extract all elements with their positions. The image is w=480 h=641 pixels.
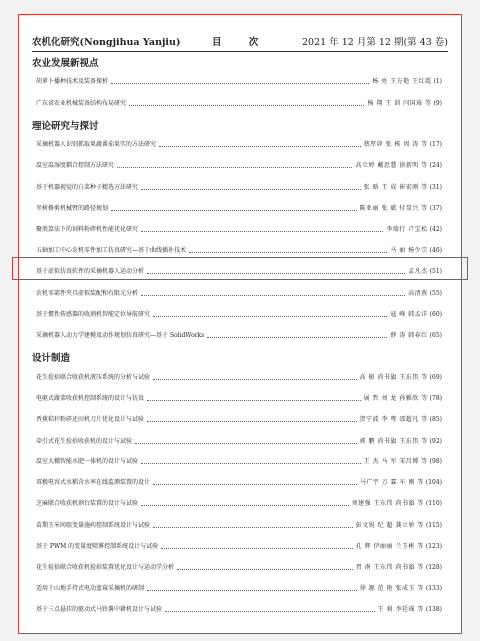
entry-title: 苗期玉米间歇变量施药控制系统设计与试验 <box>36 522 151 529</box>
entry-page: (110) <box>425 500 442 507</box>
entry-authors: 杨 翔 王 训 闫国琦 等 <box>367 100 432 107</box>
toc-entry[interactable] <box>36 245 442 256</box>
entry-page: (17) <box>429 141 442 148</box>
toc-header <box>32 34 448 50</box>
entry-authors: 胥 南 王东伟 尚书旗 等 <box>355 564 424 571</box>
toc-entry[interactable] <box>36 498 442 509</box>
leader-dots <box>111 77 369 84</box>
entry-page: (69) <box>429 374 442 381</box>
header-rule <box>32 51 448 52</box>
entry-authors: 徐 源 范 艳 张成玉 等 <box>359 585 424 592</box>
section-heading: 农业发展新视点 <box>32 58 99 69</box>
entry-page: (55) <box>429 290 442 297</box>
toc-entry[interactable] <box>36 393 442 404</box>
toc-title: 目 次 <box>212 37 271 48</box>
entry-page: (1) <box>433 78 442 85</box>
leader-dots <box>135 437 357 444</box>
entry-authors: 展 哲 刘 龙 孙雅欣 等 <box>363 395 428 402</box>
entry-page: (24) <box>429 162 442 169</box>
toc-entry[interactable] <box>36 309 442 320</box>
journal-name: 农机化研究(Nongjihua Yanjiu) <box>32 37 181 48</box>
toc-entry[interactable] <box>36 456 442 467</box>
entry-title: 双极电容式水稻含水率在线监测装置的设计 <box>36 479 151 486</box>
highlight-box <box>12 257 468 280</box>
entry-title: 基于三点悬挂的驱动式马铃薯中耕机设计与试验 <box>36 606 163 613</box>
leader-dots <box>207 331 387 338</box>
entry-title: 温室温湿度耦合控制方法研究 <box>36 162 115 169</box>
entry-page: (104) <box>425 479 442 486</box>
leader-dots <box>147 584 357 591</box>
entry-title: 花生捡拾联合收获机捡拾装置优化设计与运动学分析 <box>36 564 175 571</box>
entry-page: (128) <box>425 564 442 571</box>
section-heading: 理论研究与探讨 <box>32 121 99 132</box>
entry-page: (60) <box>429 311 442 318</box>
entry-authors: 王 杰 马 军 宋昌博 等 <box>363 458 428 465</box>
toc-entry[interactable] <box>36 583 442 594</box>
entry-page: (123) <box>425 543 442 550</box>
toc-entry[interactable] <box>36 372 442 383</box>
entry-title: 五轴加工中心农机零件加工仿真研究—基于曲线插补技术 <box>36 247 187 254</box>
entry-authors: 马 丽 杨少宗 <box>390 247 428 254</box>
toc-entry[interactable] <box>36 224 442 235</box>
entry-title: 牵引式花生捡拾收获机的设计与试验 <box>36 438 133 445</box>
entry-title: 电驱式蔬菜收获机控制系统的设计与仿真 <box>36 395 145 402</box>
entry-authors: 张 晗 王 成 崔宏刚 等 <box>363 184 428 191</box>
entry-title: 芝麻联合收获机割台装置的设计与试验 <box>36 500 139 507</box>
leader-dots <box>153 310 387 317</box>
entry-authors: 杨 亮 王方艳 王红霞 <box>372 78 432 85</box>
leader-dots <box>141 183 361 190</box>
toc-entry[interactable] <box>36 604 442 615</box>
leader-dots <box>161 542 353 549</box>
leader-dots <box>117 161 352 168</box>
leader-dots <box>165 605 375 612</box>
entry-page: (42) <box>429 226 442 233</box>
entry-title: 农机零部件夹具虚拟装配和有限元分析 <box>36 290 139 297</box>
entry-authors: 王 莉 李廷瑶 等 <box>377 606 424 613</box>
leader-dots <box>141 289 405 296</box>
entry-title: 基于虚拟仿真软件的采摘机器人运动分析 <box>36 268 145 275</box>
entry-authors: 马广宇 万 霖 车 刚 等 <box>359 479 424 486</box>
entry-authors: 孔 辉 伊丽丽 兰玉彬 等 <box>355 543 424 550</box>
entry-page: (92) <box>429 438 442 445</box>
entry-page: (31) <box>429 184 442 191</box>
entry-title: 采摘机器人动力学建模及动作规划仿真研究—基于 SolidWorks <box>36 332 205 339</box>
leader-dots <box>141 457 361 464</box>
entry-title: 基于惯性传感器的收割机智能定位导航研究 <box>36 311 151 318</box>
entry-page: (98) <box>429 458 442 465</box>
entry-authors: 蔡厚卯 张 栋 周 涛 等 <box>363 141 428 148</box>
entry-title: 聚类算法下的饲料粉碎机性能优化研究 <box>36 226 139 233</box>
entry-title: 胡萝卜播种技术及装备探析 <box>36 78 109 85</box>
entry-page: (133) <box>425 585 442 592</box>
entry-authors: 高立婷 戴思慧 徐新明 等 <box>355 162 428 169</box>
leader-dots <box>153 373 357 380</box>
leader-dots <box>177 563 353 570</box>
leader-dots <box>153 478 357 485</box>
entry-page: (65) <box>429 332 442 339</box>
entry-title: 适用于山地手持式电动蓝莓采摘机的研制 <box>36 585 145 592</box>
toc-entry[interactable] <box>36 98 442 109</box>
section-heading: 设计制造 <box>32 353 71 364</box>
entry-title: 香蕉秸秆粉碎还田机刀片优化设计与试验 <box>36 416 145 423</box>
entry-title: 花生捡拾联合收获机液压系统的分析与试验 <box>36 374 151 381</box>
leader-dots <box>141 499 349 506</box>
leader-dots <box>147 394 361 401</box>
issue-info: 2021 年 12 月第 12 期(第 43 卷) <box>302 37 448 48</box>
entry-authors: 高清燕 <box>408 290 428 297</box>
toc-entry[interactable] <box>36 477 442 488</box>
entry-authors: 刘建强 王东伟 尚书旗 等 <box>351 500 424 507</box>
toc-entry[interactable] <box>36 160 442 171</box>
toc-entry[interactable] <box>36 182 442 193</box>
entry-page: (85) <box>429 416 442 423</box>
entry-title: 坐树修剪机械臂的路径规划 <box>36 205 109 212</box>
entry-page: (46) <box>429 247 442 254</box>
entry-title: 温室大棚智能水肥一体机的设计与试验 <box>36 458 139 465</box>
toc-entry[interactable] <box>36 520 442 531</box>
entry-authors: 彭文锐 纪 超 龚立娇 等 <box>355 522 424 529</box>
entry-title: 采摘机器人识别抓取果蔬番茄果实的方法研究 <box>36 141 157 148</box>
toc-entry[interactable] <box>36 541 442 552</box>
entry-authors: 陈亚丽 张 斌 付显兴 等 <box>359 205 428 212</box>
entry-authors: 郭 鹏 尚书旗 王东伟 等 <box>359 438 428 445</box>
entry-page: (9) <box>433 100 442 107</box>
entry-page: (51) <box>429 268 442 275</box>
leader-dots <box>189 246 387 253</box>
toc-entry[interactable] <box>36 330 442 341</box>
entry-authors: 薛 涛 韩春红 <box>390 332 428 339</box>
toc-entry[interactable] <box>36 414 442 425</box>
entry-title: 基于机器视觉的白菜种子精选方法研究 <box>36 184 139 191</box>
entry-authors: 贺宁波 李 粤 邵超凡 等 <box>359 416 428 423</box>
entry-page: (115) <box>425 522 442 529</box>
leader-dots <box>153 521 353 528</box>
entry-title: 广东省农业机械装备结构布局研究 <box>36 100 127 107</box>
toc-entry[interactable] <box>36 139 442 150</box>
entry-page: (37) <box>429 205 442 212</box>
leader-dots <box>141 225 383 232</box>
entry-authors: 高 振 尚书旗 王东伟 等 <box>359 374 428 381</box>
toc-entry[interactable] <box>36 562 442 573</box>
entry-page: (78) <box>429 395 442 402</box>
toc-entry[interactable] <box>36 436 442 447</box>
leader-dots <box>111 204 357 211</box>
entry-page: (138) <box>425 606 442 613</box>
toc-entry[interactable] <box>36 288 442 299</box>
leader-dots <box>129 99 364 106</box>
leader-dots <box>159 140 361 147</box>
toc-entry[interactable] <box>36 203 442 214</box>
toc-entry[interactable] <box>36 76 442 87</box>
entry-authors: 孟凡杰 <box>408 268 428 275</box>
entry-authors: 李瑞行 卢宝松 <box>386 226 428 233</box>
entry-authors: 寇 峰 韩孟洋 <box>390 311 428 318</box>
leader-dots <box>147 415 357 422</box>
entry-title: 基于 PWM 的变量度喷雾控制系统设计与试验 <box>36 543 159 550</box>
